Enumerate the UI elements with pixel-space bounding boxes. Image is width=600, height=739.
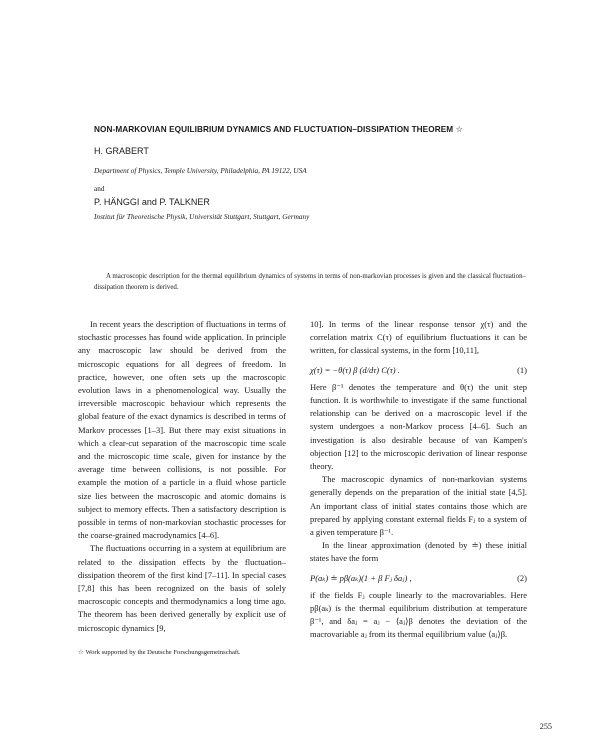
paragraph-dynamics: The macroscopic dynamics of non-markovian systems generally depends on the preparation of the initial state [4,5]. An important class of initial states contains those which are prepared by applying constant external fields Fⱼ to a system of a given temperature β⁻¹. [310, 474, 527, 538]
paragraph-temperature: Here β⁻¹ denotes the temperature and θ(τ) the unit step function. It is worthwhile to investigate if the same functional relationship can be derived on a macroscopic level if the system undergoes a non-Markov process [4–6]. Such an investigation is also desirable because of van Kampen's objection [12] to the microscopic derivation of linear response theory. [310, 381, 527, 472]
footnote: ☆ Work supported by the Deutsche Forschungsgemeinschaft. [78, 649, 241, 656]
equation-1 [310, 364, 527, 377]
equation-2-number: (2) [517, 572, 527, 583]
equation-1-number: (1) [517, 364, 527, 375]
left-column [78, 318, 286, 635]
paper-title: NON-MARKOVIAN EQUILIBRIUM DYNAMICS AND FLUCTUATION–DISSIPATION THEOREM ☆ [94, 125, 464, 134]
abstract: A macroscopic description for the thermal equilibrium dynamics of systems in terms of non-markovian processes is given and the classical fluctuation–dissipation theorem is derived. [94, 273, 526, 291]
right-column [310, 318, 527, 642]
author-separator: and [94, 184, 105, 193]
affiliation-temple: Department of Physics, Temple University, Philadelphia, PA 19122, USA [94, 166, 307, 175]
paragraph-linear: In the linear approximation (denoted by ≐) these initial states have the form [310, 540, 527, 564]
equation-2 [310, 572, 527, 585]
affiliation-stuttgart: Institut für Theoretische Physik, Universität Stuttgart, Stuttgart, Germany [94, 212, 310, 221]
paragraph-response: 10]. In terms of the linear response tensor χ(τ) and the correlation matrix C(τ) of equilibrium fluctuations it can be written, for classical systems, in the form [10,11], [310, 319, 527, 356]
paragraph-fields: if the fields Fⱼ couple linearly to the macrovariables. Here pβ(aₖ) is the thermal equilibrium distribution at temperature β⁻¹, and δaⱼ = aⱼ − ⟨aⱼ⟩β denotes the deviation of the macrovariable aⱼ from its thermal equilibrium value ⟨aⱼ⟩β. [310, 589, 527, 640]
equation-1-formula: χ(τ) = −θ(τ) β (d/dτ) C(τ) . [310, 364, 400, 375]
author-hanggi-talkner: P. HÄNGGI and P. TALKNER [94, 197, 210, 207]
equation-2-formula: P(aₖ) ≐ pβ(aₖ)(1 + β Fⱼ δaⱼ) , [310, 572, 412, 583]
page-number: 255 [539, 722, 552, 731]
author-grabert: H. GRABERT [94, 146, 149, 156]
paragraph-intro: In recent years the description of fluctuations in terms of stochastic processes has found wide application. In principle any macroscopic law should be derived from the microscopic equations for all degrees of freedom. In practice, however, one often sets up the macroscopic evolution laws in a phenomenological way. Usually the irreversible macroscopic behaviour which represents the global feature of the exact dynamics is described in terms of Markov processes [1–3]. But there may exist situations in which a clear-cut separation of the macroscopic time scale and the microscopic time scale, given for instance by the average time between collisions, is not possible. For example the motion of a particle in a fluid whose particle size lies between the macroscopic and atomic domains is subject to memory effects. Then a satisfactory description is possible in terms of non-markovian stochastic processes for the coarse-grained macrodynamics [4–6]. [78, 319, 286, 541]
paragraph-fluctuations: The fluctuations occurring in a system at equilibrium are related to the dissipation effects by the fluctuation–dissipation theorem of the first kind [7–11]. In special cases [7,8] this has been recognized on the basis of solely macroscopic concepts and thermodynamics a long time ago. The theorem has been derived generally by explicit use of microscopic dynamics [9, [78, 543, 286, 633]
